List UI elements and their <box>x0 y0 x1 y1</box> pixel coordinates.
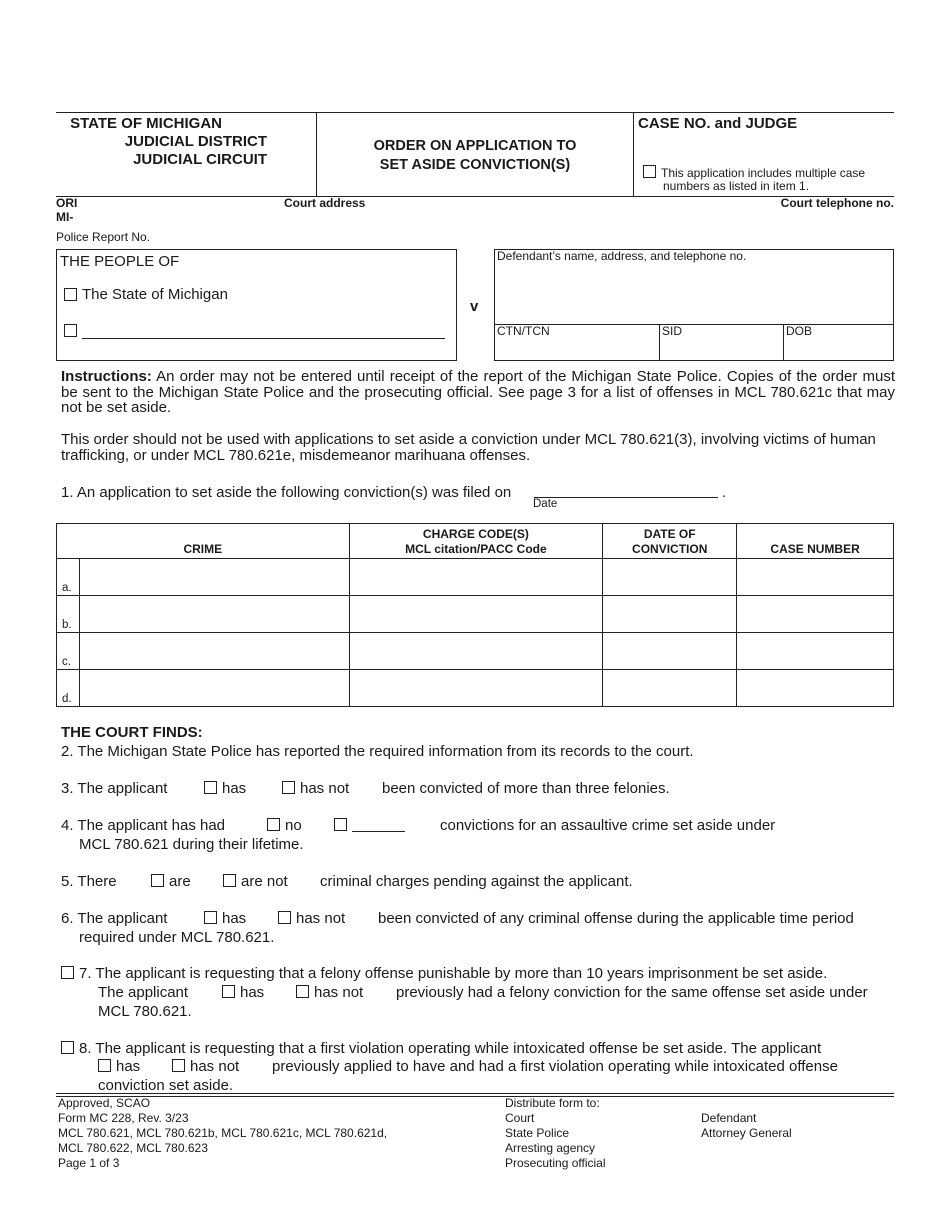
other-party-line[interactable] <box>82 338 445 339</box>
item7-line3: MCL 780.621. <box>98 1003 192 1020</box>
footer-page-number: Page 1 of 3 <box>58 1156 120 1170</box>
item2-text: 2. The Michigan State Police has reported the required information from its records to the court. <box>61 743 694 760</box>
defendant-info-label: Defendant’s name, address, and telephone no. <box>497 249 747 263</box>
charge-cell[interactable] <box>349 596 603 633</box>
item8-has-not-label: has not <box>190 1058 240 1075</box>
item5-suffix: criminal charges pending against the applicant. <box>320 873 633 890</box>
date-cell[interactable] <box>603 670 737 707</box>
item6-has-label: has <box>222 910 247 927</box>
footer-prosecuting-official: Prosecuting official <box>505 1156 606 1170</box>
footer-form-info <box>58 1096 387 1171</box>
date-cell[interactable] <box>603 596 737 633</box>
crime-cell[interactable] <box>79 596 349 633</box>
convictions-table <box>56 523 894 707</box>
item8-has-not-checkbox[interactable] <box>172 1059 185 1072</box>
sid-label: SID <box>662 324 683 338</box>
footer-attorney-general: Attorney General <box>701 1126 792 1140</box>
table-row <box>57 633 894 670</box>
charge-cell[interactable] <box>349 559 603 596</box>
col-date-header <box>603 524 737 559</box>
filing-date-line[interactable] <box>534 497 718 498</box>
table-row <box>57 670 894 707</box>
item8-suffix: previously applied to have and had a first violation operating while intoxicated offense <box>272 1058 838 1075</box>
item8-has-label: has <box>116 1058 141 1075</box>
defendant-box-divider <box>494 324 894 325</box>
item6-line2: required under MCL 780.621. <box>79 929 275 946</box>
item3-suffix: been convicted of more than three felonies. <box>382 780 670 797</box>
crime-cell[interactable] <box>79 559 349 596</box>
item6-has-checkbox[interactable] <box>204 911 217 924</box>
header-bottom-rule <box>56 196 894 197</box>
item5-are-not-checkbox[interactable] <box>223 874 236 887</box>
footer-approved: Approved, SCAO <box>58 1096 151 1110</box>
ctn-sid-divider <box>659 324 660 361</box>
table-row <box>57 559 894 596</box>
findings-heading: THE COURT FINDS: <box>61 724 203 741</box>
footer-mcl-line1: MCL 780.621, MCL 780.621b, MCL 780.621c, MCL 780.621d, <box>58 1126 388 1140</box>
item4-count-line[interactable] <box>352 831 405 832</box>
item7-prefix: The applicant <box>98 984 189 1001</box>
footer-distribution <box>505 1096 606 1171</box>
col-charge-header <box>349 524 603 559</box>
instructions-label: Instructions: <box>61 368 152 385</box>
form-title <box>317 137 633 175</box>
item3-has-label: has <box>222 780 247 797</box>
item4-suffix: convictions for an assaultive crime set aside under <box>440 817 776 834</box>
court-address-label: Court address <box>284 196 366 210</box>
col-date-line2: CONVICTION <box>632 542 708 556</box>
item7-has-checkbox[interactable] <box>222 985 235 998</box>
police-report-label: Police Report No. <box>56 230 151 244</box>
court-heading <box>17 115 267 169</box>
col-case-header <box>737 524 894 559</box>
item8-line3: conviction set aside. <box>98 1077 234 1094</box>
col-crime-header <box>57 524 350 559</box>
footer-form-number: Form MC 228, Rev. 3/23 <box>58 1111 189 1125</box>
item8-line1: 8. The applicant is requesting that a first violation operating while intoxicated offense be set aside. The applicant <box>79 1040 822 1057</box>
item5-are-label: are <box>169 873 191 890</box>
case-number-cell[interactable] <box>737 596 894 633</box>
row-letter: b. <box>57 596 80 633</box>
versus-label: v <box>470 298 479 315</box>
multiple-cases-line2: numbers as listed in item 1. <box>663 179 810 193</box>
item4-prefix: 4. The applicant has had <box>61 817 226 834</box>
date-label: Date <box>533 498 558 510</box>
instructions-text: An order may not be entered until receipt of the report of the Michigan State Police. Copies of the order must be sent to the Michigan State Police and the prosecuting official. See page 3 for a list of offenses in MCL 780.621c that may not be set aside. <box>61 368 895 416</box>
state-of-michigan-label: The State of Michigan <box>82 286 228 303</box>
row-letter: a. <box>57 559 80 596</box>
crime-cell[interactable] <box>79 670 349 707</box>
item3-has-not-checkbox[interactable] <box>282 781 295 794</box>
item7-checkbox[interactable] <box>61 966 74 979</box>
item5-are-not-label: are not <box>241 873 288 890</box>
item4-count-checkbox[interactable] <box>334 818 347 831</box>
item1-period: . <box>722 484 727 501</box>
state-label: STATE OF MICHIGAN <box>70 115 222 132</box>
ori-label: ORI <box>56 196 78 210</box>
item4-no-checkbox[interactable] <box>267 818 280 831</box>
item7-line1: 7. The applicant is requesting that a felony offense punishable by more than 10 years imprisonment be set aside. <box>79 965 828 982</box>
item8-has-checkbox[interactable] <box>98 1059 111 1072</box>
footer-state-police: State Police <box>505 1126 570 1140</box>
multiple-cases-text <box>661 167 865 193</box>
date-cell[interactable] <box>603 633 737 670</box>
footer-rule-1 <box>56 1093 894 1094</box>
multiple-cases-line1: This application includes multiple case <box>661 166 866 180</box>
form-title-line2: SET ASIDE CONVICTION(S) <box>379 157 571 173</box>
row-letter: d. <box>57 670 80 707</box>
ctn-label: CTN/TCN <box>497 324 550 338</box>
item6-prefix: 6. The applicant <box>61 910 168 927</box>
table-row <box>57 596 894 633</box>
item7-has-label: has <box>240 984 265 1001</box>
instructions-paragraph <box>61 369 895 416</box>
col-case-label: CASE NUMBER <box>770 542 860 556</box>
mi-label: MI- <box>56 210 74 224</box>
district-label: JUDICIAL DISTRICT <box>124 133 267 150</box>
item1-text: 1. An application to set aside the following conviction(s) was filed on <box>61 484 512 501</box>
item3-has-not-label: has not <box>300 780 350 797</box>
col-date-line1: DATE OF <box>643 527 696 541</box>
item4-no-label: no <box>285 817 302 834</box>
people-of-label: THE PEOPLE OF <box>60 253 180 270</box>
sid-dob-divider <box>783 324 784 361</box>
item6-suffix: been convicted of any criminal offense during the applicable time period <box>378 910 854 927</box>
footer-defendant: Defendant <box>701 1111 757 1125</box>
case-number-cell[interactable] <box>737 633 894 670</box>
date-cell[interactable] <box>603 559 737 596</box>
col-charge-line1: CHARGE CODE(S) <box>422 527 529 541</box>
crime-cell[interactable] <box>79 633 349 670</box>
item6-has-not-label: has not <box>296 910 346 927</box>
dob-label: DOB <box>786 324 813 338</box>
case-number-cell[interactable] <box>737 559 894 596</box>
state-of-michigan-checkbox[interactable] <box>64 288 77 301</box>
item8-checkbox[interactable] <box>61 1041 74 1054</box>
footer-distribute-label: Distribute form to: <box>505 1096 600 1110</box>
case-number-cell[interactable] <box>737 670 894 707</box>
col-charge-line2: MCL citation/PACC Code <box>405 542 547 556</box>
item5-prefix: 5. There <box>61 873 117 890</box>
footer-arresting-agency: Arresting agency <box>505 1141 596 1155</box>
item3-has-checkbox[interactable] <box>204 781 217 794</box>
footer-mcl-line2: MCL 780.622, MCL 780.623 <box>58 1141 208 1155</box>
circuit-label: JUDICIAL CIRCUIT <box>133 151 267 168</box>
item5-are-checkbox[interactable] <box>151 874 164 887</box>
header-top-rule <box>56 112 894 113</box>
item3-prefix: 3. The applicant <box>61 780 168 797</box>
charge-cell[interactable] <box>349 670 603 707</box>
col-crime-label: CRIME <box>183 542 223 556</box>
form-title-line1: ORDER ON APPLICATION TO <box>373 138 577 154</box>
item7-suffix: previously had a felony conviction for the same offense set aside under <box>396 984 868 1001</box>
other-party-checkbox[interactable] <box>64 324 77 337</box>
court-telephone-label: Court telephone no. <box>780 196 894 210</box>
item7-has-not-label: has not <box>314 984 364 1001</box>
multiple-cases-checkbox[interactable] <box>643 165 656 178</box>
footer-court: Court <box>505 1111 535 1125</box>
header-divider-right <box>633 112 634 196</box>
item7-has-not-checkbox[interactable] <box>296 985 309 998</box>
defendant-box <box>494 249 894 361</box>
instructions-note: This order should not be used with applications to set aside a conviction under MCL 780.621(3), involving victims of human trafficking, or under MCL 780.621e, misdemeanor marihuana offenses. <box>61 431 876 464</box>
item4-line2: MCL 780.621 during their lifetime. <box>79 836 304 853</box>
case-no-judge-label: CASE NO. and JUDGE <box>638 115 798 132</box>
charge-cell[interactable] <box>349 633 603 670</box>
item6-has-not-checkbox[interactable] <box>278 911 291 924</box>
footer-distribution-2 <box>701 1111 792 1141</box>
row-letter: c. <box>57 633 80 670</box>
